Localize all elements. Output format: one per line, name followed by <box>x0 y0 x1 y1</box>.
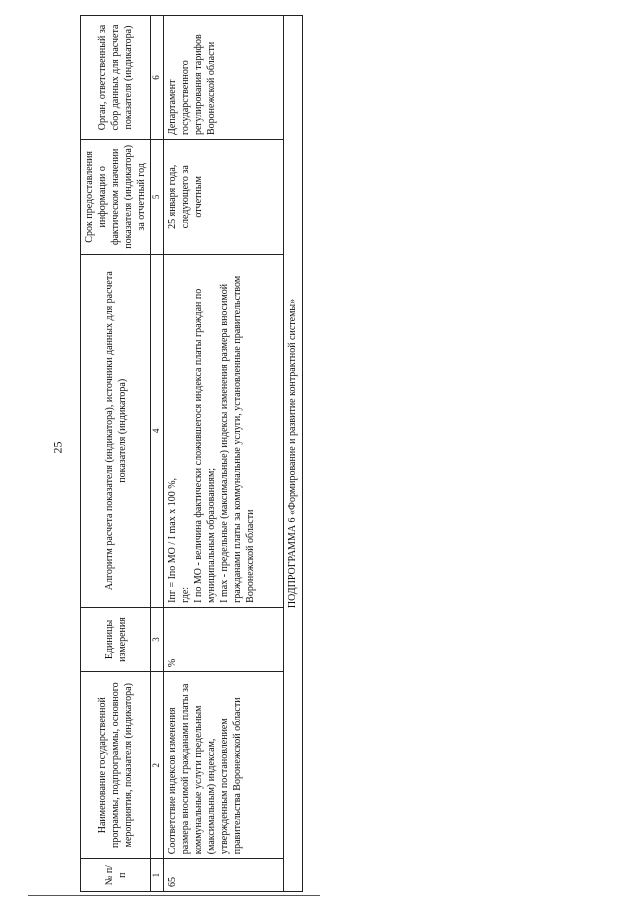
column-index: 3 <box>151 607 164 671</box>
header-unit: Единицы измерения <box>81 607 151 671</box>
header-row <box>81 16 151 892</box>
algorithm-def-1: I по МО - величина фактически сложившегося индекса платы граждан по муниципальным образованиям; <box>192 288 217 603</box>
subprogram-row <box>283 16 302 892</box>
algorithm-def-2: I max - предельные (максимальные) индексы изменения размера вносимой гражданами платы за коммунальные услуги, установленные правительством Воронежской области <box>218 275 256 603</box>
column-index: 1 <box>151 859 164 892</box>
header-org: Орган, ответственный за сбор данных для расчета показателя (индикатора) <box>81 16 151 140</box>
document-rotated-area <box>80 15 350 892</box>
column-index: 5 <box>151 140 164 255</box>
indicator-table <box>80 15 303 892</box>
algorithm-where: где: <box>179 586 191 603</box>
subprogram-title: ПОДПРОГРАММА 6 «Формирование и развитие контрактной системы» <box>283 16 302 892</box>
column-index-row <box>151 16 164 892</box>
header-num: № п/п <box>81 859 151 892</box>
document-page <box>80 15 350 892</box>
table-row <box>163 16 283 892</box>
row-org: Департамент государственного регулирования тарифов Воронежской области <box>163 16 283 140</box>
page-number: 25 <box>50 441 65 454</box>
header-name: Наименование государственной программы, подпрограммы, основного мероприятия, показателя (индикатора) <box>81 672 151 859</box>
row-name: Соответствие индексов изменения размера вносимой гражданами платы за коммунальные услуги предельным (максимальным) индексам, утвержденным постановлением правительства Воронежской области <box>163 672 283 859</box>
column-index: 4 <box>151 254 164 607</box>
bottom-divider <box>28 895 320 896</box>
header-algorithm: Алгоритм расчета показателя (индикатора), источники данных для расчета показателя (индикатора) <box>81 254 151 607</box>
column-index: 2 <box>151 672 164 859</box>
algorithm-formula: Iпг = Iпо МО / I max х 100 %, <box>166 477 178 603</box>
row-algorithm <box>163 254 283 607</box>
column-index: 6 <box>151 16 164 140</box>
header-term: Срок предоставления информации о фактическом значении показателя (индикатора) за отчетный год <box>81 140 151 255</box>
row-term: 25 января года, следующего за отчетным <box>163 140 283 255</box>
row-unit: % <box>163 607 283 671</box>
row-num: 65 <box>163 859 283 892</box>
